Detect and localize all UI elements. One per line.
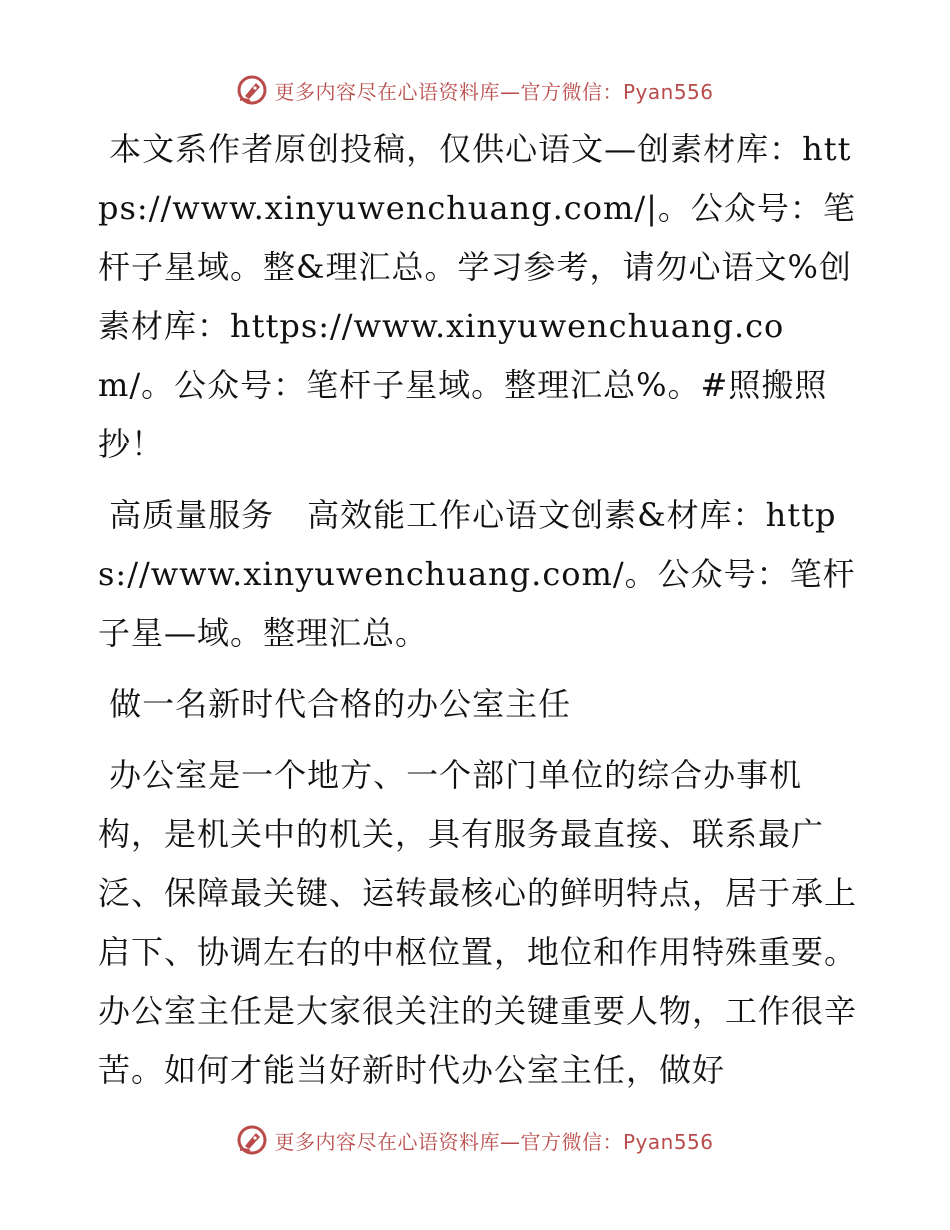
footer-banner-label: 更多内容尽在心语资料库—官方微信： (274, 1129, 623, 1154)
intro-paragraph: 本文系作者原创投稿，仅供心语文—创素材库：https://www.xinyuwenchuang.com/|。公众号：笔杆子星域。整&理汇总。学习参考，请勿心语文%创素材库：https://www.xinyuwenchuang.com/。公众号：笔杆子星域。整理汇总%。#照搬照抄！ (98, 130, 856, 463)
document-body (98, 120, 858, 1112)
body-paragraph: 办公室是一个地方、一个部门单位的综合办事机构，是机关中的机关，具有服务最直接、联系最广泛、保障最关键、运转最核心的鲜明特点，居于承上启下、协调左右的中枢位置，地位和作用特殊重要。办公室主任是大家很关注的关键重要人物，工作很辛苦。如何才能当好新时代办公室主任，做好 (98, 756, 858, 1089)
article-title: 做一名新时代合格的办公室主任 (98, 685, 572, 723)
service-paragraph: 高质量服务 高效能工作心语文创素&材库：https://www.xinyuwenchuang.com/。公众号：笔杆子星—域。整理汇总。 (98, 496, 856, 652)
footer-banner-account: Pyan556 (622, 1129, 714, 1154)
header-banner-label: 更多内容尽在心语资料库—官方微信： (274, 79, 623, 104)
header-banner-account: Pyan556 (622, 79, 714, 104)
footer-banner-inner (236, 1124, 713, 1156)
header-banner-text (274, 76, 713, 105)
header-banner-inner (236, 74, 713, 106)
pen-nib-circle-icon (236, 1124, 268, 1156)
footer-banner-text (274, 1126, 713, 1155)
footer-banner (0, 1120, 950, 1160)
pen-nib-circle-icon (236, 74, 268, 106)
header-banner (0, 70, 950, 110)
